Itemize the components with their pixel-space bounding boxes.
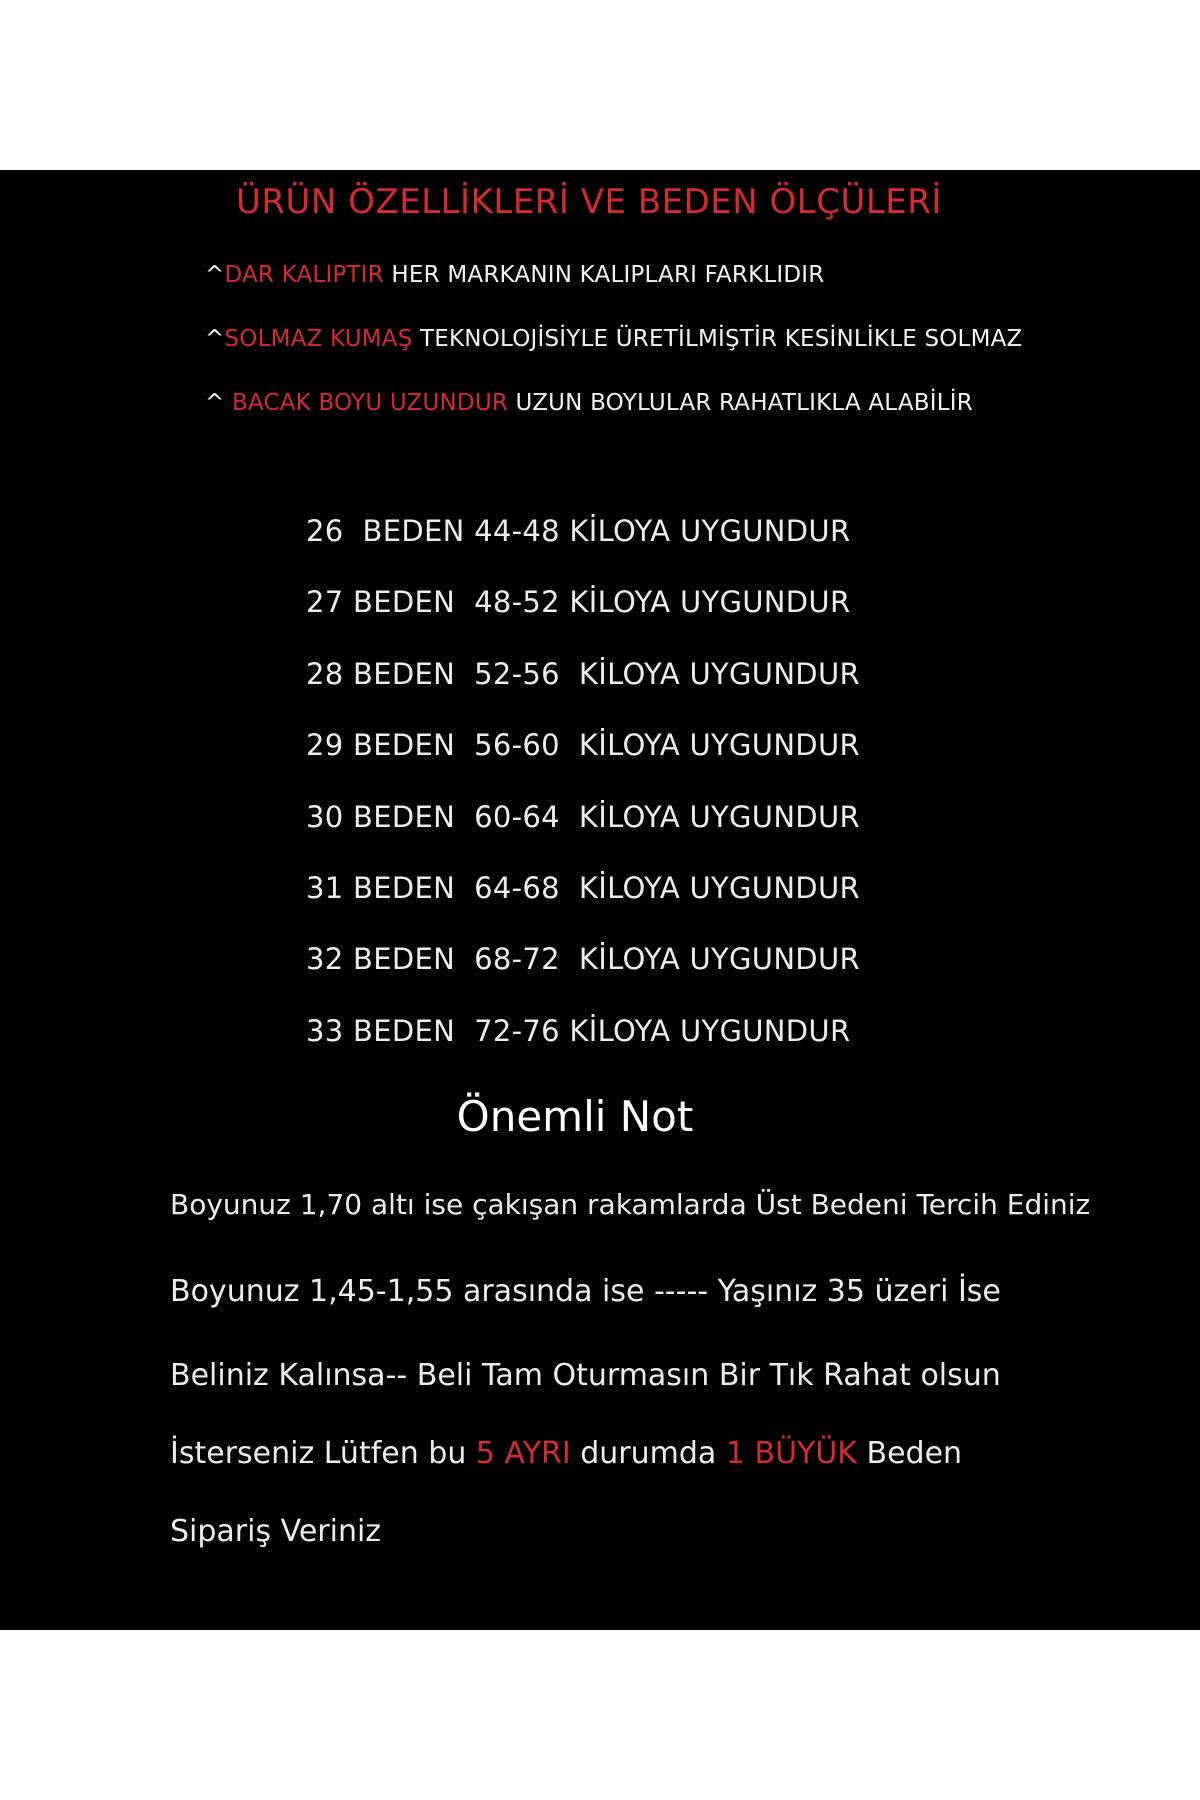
feature-line-fit bbox=[205, 262, 824, 288]
size-row-28: 28 BEDEN 52-56 KİLOYA UYGUNDUR bbox=[306, 656, 860, 691]
caret-marker: ^ bbox=[205, 390, 232, 416]
feature-highlight: SOLMAZ KUMAŞ bbox=[224, 326, 413, 352]
feature-line-leg-length bbox=[205, 390, 973, 416]
note-line-waist: Beliniz Kalınsa-- Beli Tam Oturmasın Bir Tık Rahat olsun bbox=[170, 1358, 1001, 1393]
size-row-29: 29 BEDEN 56-60 KİLOYA UYGUNDUR bbox=[306, 728, 860, 763]
note-text: durumda bbox=[570, 1436, 726, 1471]
feature-text: TEKNOLOJİSİYLE ÜRETİLMİŞTİR KESİNLİKLE SOLMAZ bbox=[412, 326, 1023, 352]
size-chart-list bbox=[306, 514, 860, 1085]
note-text: Beden bbox=[856, 1436, 963, 1471]
size-row-32: 32 BEDEN 68-72 KİLOYA UYGUNDUR bbox=[306, 942, 860, 977]
note-text: İsterseniz Lütfen bu bbox=[170, 1436, 476, 1471]
note-heading: Önemli Not bbox=[456, 1092, 694, 1141]
size-row-27: 27 BEDEN 48-52 KİLOYA UYGUNDUR bbox=[306, 585, 851, 620]
size-row-33: 33 BEDEN 72-76 KİLOYA UYGUNDUR bbox=[306, 1013, 851, 1048]
note-line-advice bbox=[170, 1436, 962, 1471]
feature-text: UZUN BOYLULAR RAHATLIKLA ALABİLİR bbox=[508, 390, 973, 416]
page-title: ÜRÜN ÖZELLİKLERİ VE BEDEN ÖLÇÜLERİ bbox=[236, 182, 942, 222]
size-row-26: 26 BEDEN 44-48 KİLOYA UYGUNDUR bbox=[306, 514, 851, 548]
note-line-age: Boyunuz 1,45-1,55 arasında ise ----- Yaşınız 35 üzeri İse bbox=[170, 1274, 1001, 1309]
feature-highlight: BACAK BOYU UZUNDUR bbox=[231, 390, 509, 416]
size-row-31: 31 BEDEN 64-68 KİLOYA UYGUNDUR bbox=[306, 870, 860, 905]
caret-marker: ^ bbox=[205, 326, 225, 352]
note-highlight-size-up: 1 BÜYÜK bbox=[725, 1436, 857, 1471]
feature-highlight: DAR KALIPTIR bbox=[224, 262, 384, 288]
note-line-order: Sipariş Veriniz bbox=[170, 1514, 382, 1549]
note-highlight-cases: 5 AYRI bbox=[475, 1436, 571, 1471]
size-row-30: 30 BEDEN 60-64 KİLOYA UYGUNDUR bbox=[306, 799, 860, 834]
feature-text: HER MARKANIN KALIPLARI FARKLIDIR bbox=[383, 262, 825, 288]
caret-marker: ^ bbox=[205, 262, 225, 288]
note-line-height: Boyunuz 1,70 altı ise çakışan rakamlarda Üst Bedeni Tercih Ediniz bbox=[170, 1188, 1091, 1221]
feature-line-fabric bbox=[205, 326, 1023, 352]
